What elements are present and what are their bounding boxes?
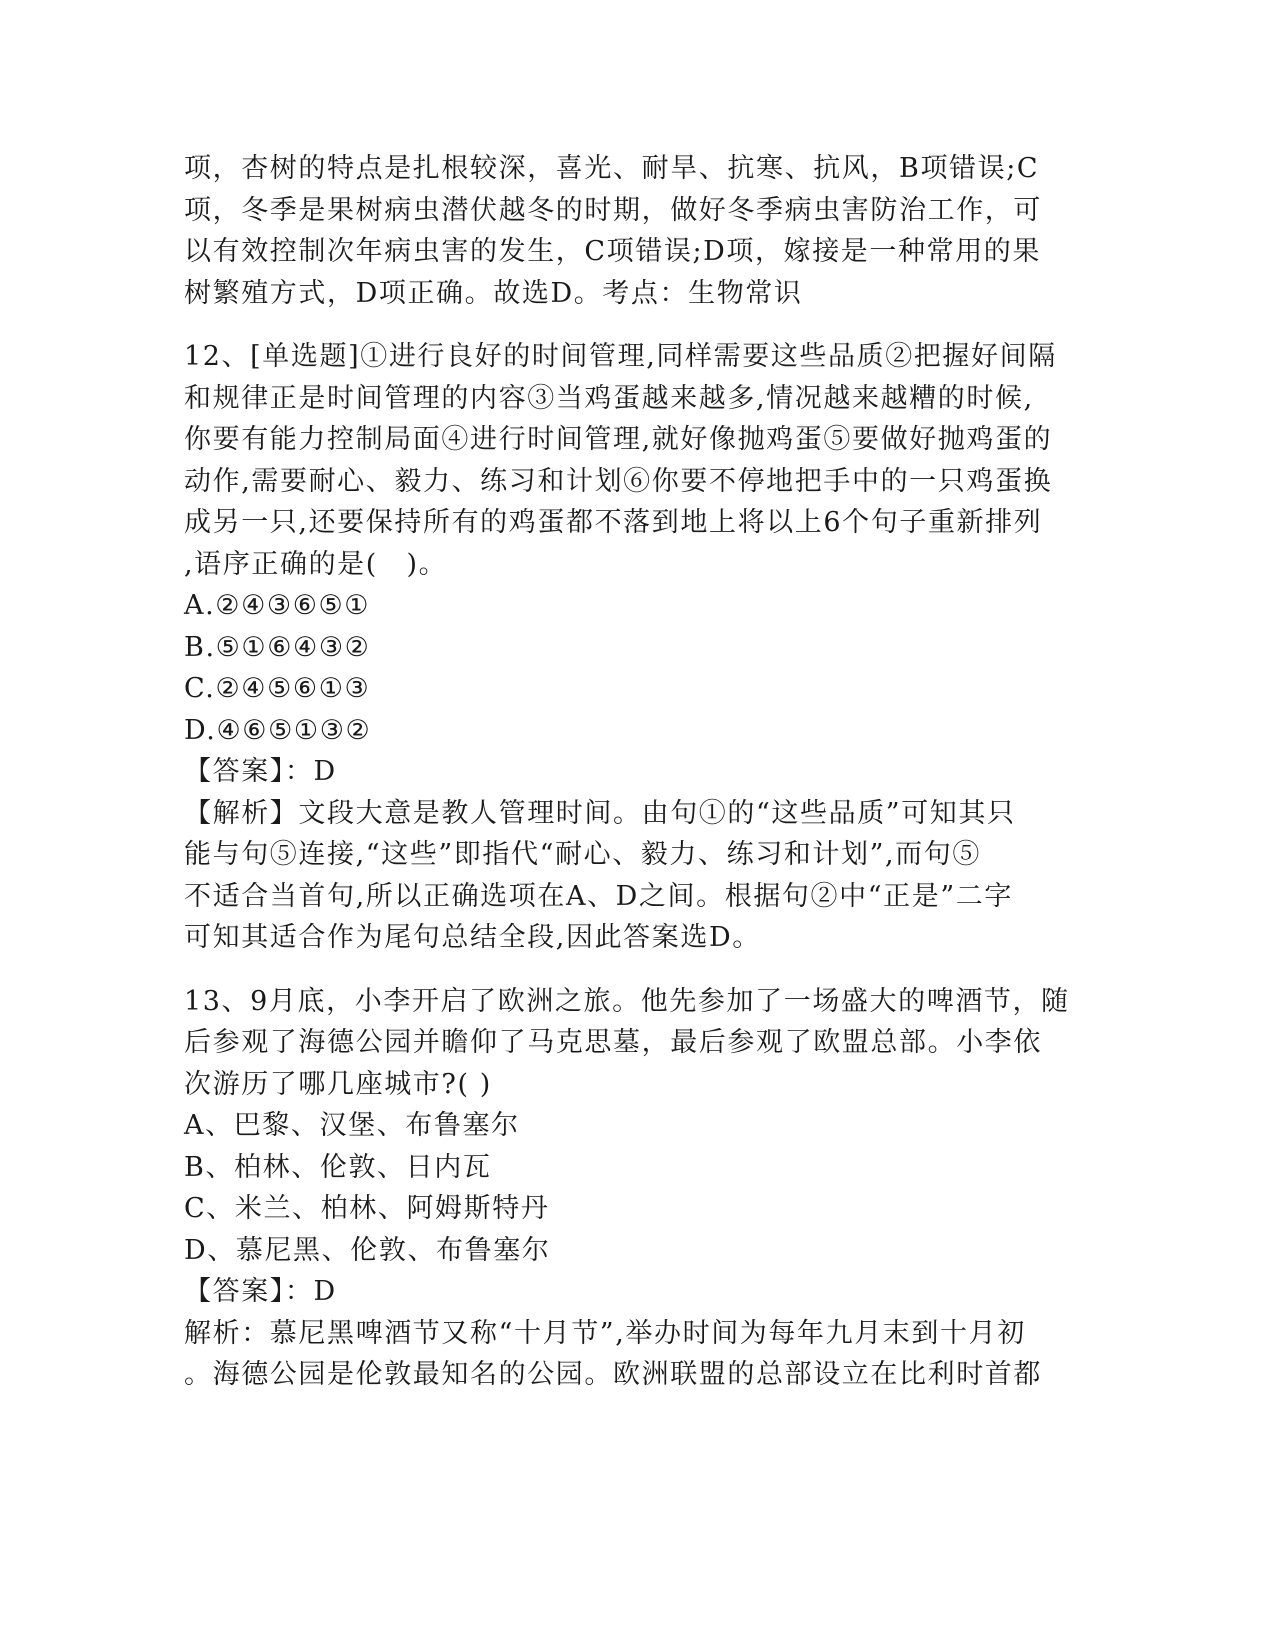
option-list [184, 1105, 1084, 1271]
document-page [184, 148, 1084, 1396]
text-line: 13、9月底，小李开启了欧洲之旅。他先参加了一场盛大的啤酒节，随 [184, 985, 1070, 1017]
question-stem [184, 336, 1084, 585]
text-line: 成另一只,还要保持所有的鸡蛋都不落到地上将以上6个句子重新排列 [184, 507, 1043, 538]
text-line: 【解析】文段大意是教人管理时间。由句①的“这些品质”可知其只 [184, 797, 1016, 829]
text-line: 12、[单选题]①进行良好的时间管理,同样需要这些品质②把握好间隔 [184, 341, 1057, 372]
text-line: 树繁殖方式，D项正确。故选D。考点：生物常识 [184, 277, 803, 309]
text-line: ,语序正确的是( )。 [184, 548, 448, 580]
option-d: D.④⑥⑤①③② [184, 714, 372, 746]
option-c: C.②④⑤⑥①③ [184, 673, 371, 704]
question-13 [184, 981, 1084, 1396]
answer-line: 【答案】：D [184, 756, 337, 787]
analysis [184, 793, 1084, 959]
text-line: 项，冬季是果树病虫潜伏越冬的时期，做好冬季病虫害防治工作，可 [184, 194, 1042, 226]
question-12 [184, 336, 1084, 959]
text-line: 解析：慕尼黑啤酒节又称“十月节”,举办时间为每年九月末到十月初 [184, 1317, 1026, 1349]
option-b: B、柏林、伦敦、日内瓦 [184, 1151, 492, 1183]
text-line: 和规律正是时间管理的内容③当鸡蛋越来越多,情况越来越糟的时候, [184, 382, 1034, 414]
answer-line: 【答案】：D [184, 1276, 337, 1307]
text-line: 次游历了哪几座城市?( ) [184, 1068, 492, 1100]
text-line: 你要有能力控制局面④进行时间管理,就好像抛鸡蛋⑤要做好抛鸡蛋的 [184, 424, 1053, 455]
prev-question-explanation [184, 148, 1084, 314]
option-a: A、巴黎、汉堡、布鲁塞尔 [184, 1110, 520, 1141]
option-b: B.⑤①⑥④③② [184, 631, 371, 663]
analysis [184, 1313, 1084, 1396]
text-line: 能与句⑤连接,“这些”即指代“耐心、毅力、练习和计划”,而句⑤ [184, 839, 981, 870]
option-c: C、米兰、柏林、阿姆斯特丹 [184, 1193, 550, 1224]
text-line: 项，杏树的特点是扎根较深，喜光、耐旱、抗寒、抗风，B项错误;C [184, 153, 1040, 184]
option-d: D、慕尼黑、伦敦、布鲁塞尔 [184, 1234, 551, 1266]
text-line: 可知其适合作为尾句总结全段,因此答案选D。 [184, 922, 761, 953]
text-line: 以有效控制次年病虫害的发生，C项错误;D项，嫁接是一种常用的果 [184, 236, 1042, 267]
option-a: A.②④③⑥⑤① [184, 590, 371, 621]
question-stem [184, 981, 1084, 1106]
option-list [184, 585, 1084, 751]
text-line: 。海德公园是伦敦最知名的公园。欧洲联盟的总部设立在比利时首都 [184, 1359, 1042, 1390]
text-line: 动作,需要耐心、毅力、练习和计划⑥你要不停地把手中的一只鸡蛋换 [184, 465, 1053, 497]
text-line: 后参观了海德公园并瞻仰了马克思墓，最后参观了欧盟总部。小李依 [184, 1027, 1042, 1058]
text-line: 不适合当首句,所以正确选项在A、D之间。根据句②中“正是”二字 [184, 880, 1013, 912]
